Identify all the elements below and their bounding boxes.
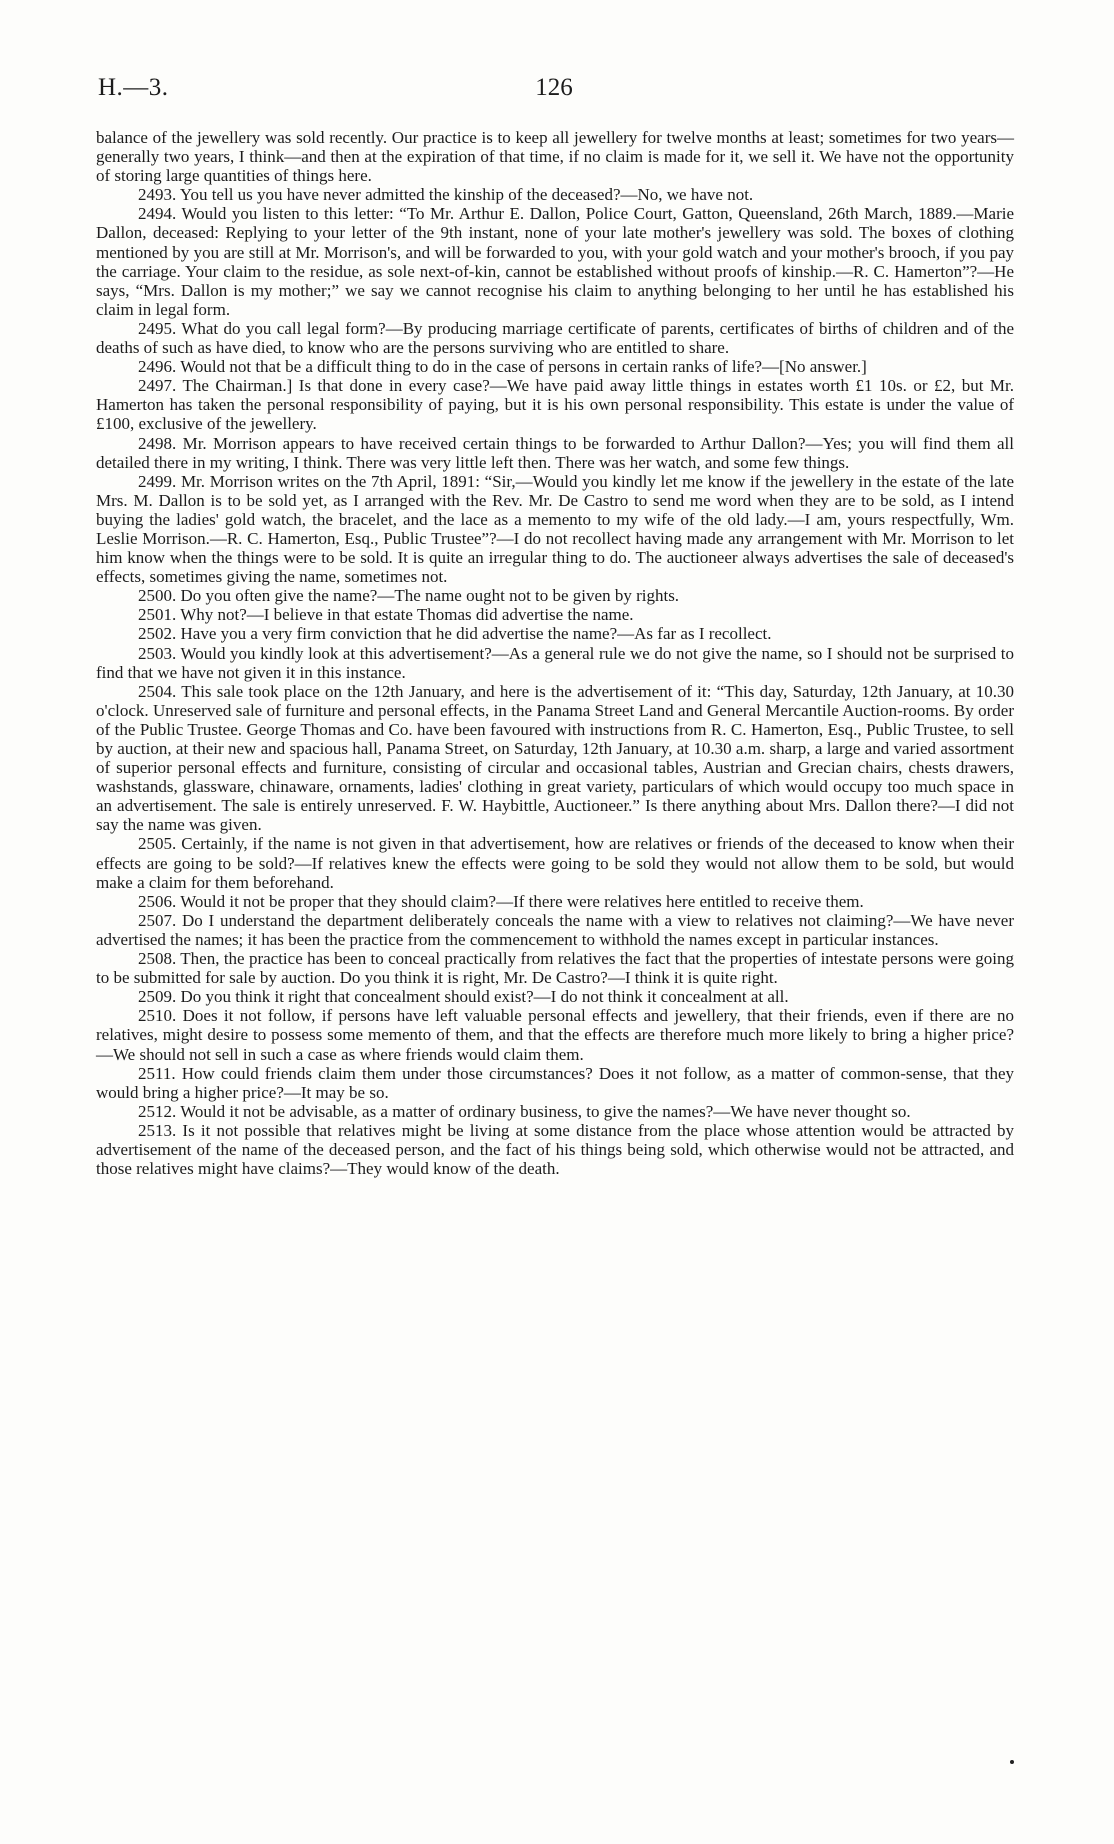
paragraph-text: Mr. Morrison appears to have received certain things to be forwarded to Arthur Dallon?—Yes; you will find them all detailed there in my writing, I think. There was very little left then. There was her watch, and some few things. xyxy=(96,433,1015,472)
paragraph-text: This sale took place on the 12th January, and here is the advertisement of it: “This day, Saturday, 12th January, at 10.30 o'clock. Unreserved sale of furniture and personal effects, in the Panama Street Land and General Mercantile Auction-rooms. By order of the Public Trustee. George Thomas and Co. have been favoured with instructions from R. C. Hamerton, Esq., Public Trustee, to sell by auction, at their new and spacious hall, Panama Street, on Saturday, 12th January, at 10.30 a.m. sharp, a large and varied assortment of superior personal effects and furniture, consisting of circular and occasional tables, Austrian and Grecian chairs, chests drawers, washstands, glassware, chinaware, ornaments, ladies' clothing in great variety, particulars of which would occupy too much space in an advertisement. The sale is entirely unreserved. F. W. Haybittle, Auctioneer.” Is there anything about Mrs. Dallon there?—I did not say the name was given. xyxy=(96,681,1014,835)
question-paragraph xyxy=(96,987,1014,1006)
paragraph-text: Do you think it right that concealment should exist?—I do not think it concealment at all. xyxy=(180,987,789,1007)
question-number: 2497. xyxy=(138,376,177,396)
question-number: 2512. xyxy=(138,1101,177,1121)
question-paragraph xyxy=(96,319,1014,357)
question-number: 2509. xyxy=(138,987,177,1007)
question-number: 2507. xyxy=(138,910,177,930)
question-paragraph xyxy=(96,376,1014,433)
question-number: 2506. xyxy=(138,891,177,911)
question-number: 2498. xyxy=(138,433,177,453)
question-number: 2508. xyxy=(138,949,177,969)
question-paragraph xyxy=(96,586,1014,605)
question-number: 2493. xyxy=(138,185,177,205)
question-paragraph xyxy=(96,1102,1014,1121)
question-paragraph xyxy=(96,624,1014,643)
question-number: 2513. xyxy=(138,1120,177,1140)
paragraph-text: Do I understand the department deliberately conceals the name with a view to relatives not claiming?—We have never advertised the names; it has been the practice from the commencement to withhold the names except in particular instances. xyxy=(96,910,1015,949)
question-paragraph xyxy=(96,892,1014,911)
question-number: 2496. xyxy=(138,357,177,377)
question-paragraph xyxy=(96,1121,1014,1178)
paragraph-text: What do you call legal form?—By producing marriage certificate of parents, certificates of births of children and of the deaths of such as have died, to know who are the persons surviving who are entitled to share. xyxy=(96,318,1014,358)
question-paragraph xyxy=(96,204,1014,319)
question-number: 2495. xyxy=(138,318,177,338)
question-number: 2504. xyxy=(138,681,177,701)
question-paragraph xyxy=(96,682,1014,835)
paragraph-text: balance of the jewellery was sold recently. Our practice is to keep all jewellery for twelve months at least; sometimes for two years—generally two years, I think—and then at the expiration of that time, if no claim is made for it, we sell it. We have not the opportunity of storing large quantities of things here. xyxy=(96,128,1014,186)
question-paragraph xyxy=(96,1064,1014,1102)
question-paragraph xyxy=(96,644,1014,682)
question-paragraph xyxy=(96,949,1014,987)
page-header xyxy=(98,74,1010,108)
question-number: 2502. xyxy=(138,624,177,644)
stray-mark xyxy=(1010,1760,1014,1764)
paragraph-text: Why not?—I believe in that estate Thomas did advertise the name. xyxy=(180,605,634,625)
paragraph-text: Would you kindly look at this advertisement?—As a general rule we do not give the name, so I should not be surprised to find that we have not given it in this instance. xyxy=(96,643,1014,682)
question-paragraph xyxy=(96,911,1014,949)
paragraph-text: Does it not follow, if persons have left valuable personal effects and jewellery, that their friends, even if there are no relatives, might desire to possess some memento of them, and that the effects are therefore much more likely to bring a higher price?—We should not sell in such a case as where friends would claim them. xyxy=(96,1006,1015,1064)
question-paragraph xyxy=(96,834,1014,891)
paragraph-text: Have you a very firm conviction that he did advertise the name?—As far as I recollect. xyxy=(180,624,772,644)
paragraph-text: Would it not be advisable, as a matter of ordinary business, to give the names?—We have never thought so. xyxy=(180,1101,911,1121)
document-reference: H.—3. xyxy=(98,74,169,101)
page-number: 126 xyxy=(535,74,573,101)
question-paragraph xyxy=(96,1006,1014,1063)
paragraph-text: Certainly, if the name is not given in that advertisement, how are relatives or friends of the deceased to know when their effects are going to be sold?—If relatives knew the effects were going to be sold they would not allow them to be sold, but would make a claim for them beforehand. xyxy=(96,834,1014,892)
question-number: 2499. xyxy=(138,471,177,491)
paragraph-text: Would it not be proper that they should claim?—If there were relatives here entitled to receive them. xyxy=(180,891,864,911)
paragraph-text: Do you often give the name?—The name ought not to be given by rights. xyxy=(180,586,680,606)
question-paragraph xyxy=(96,434,1014,472)
paragraph-text: Then, the practice has been to conceal practically from relatives the fact that the properties of intestate persons were going to be submitted for sale by auction. Do you think it is right, Mr. De Castro?—I think it is quite right. xyxy=(96,949,1014,988)
question-paragraph xyxy=(96,357,1014,376)
paragraph-text: Is it not possible that relatives might be living at some distance from the place whose attention would be attracted by advertisement of the name of the deceased person, and the fact of his things being sold, which otherwise would not be attracted, and those relatives might have claims?—They would know of the death. xyxy=(96,1120,1014,1179)
paragraph-text: Would not that be a difficult thing to do in the case of persons in certain ranks of life?—[No answer.] xyxy=(180,357,867,377)
question-number: 2500. xyxy=(138,586,177,606)
question-number: 2501. xyxy=(138,605,177,625)
question-paragraph xyxy=(96,472,1014,587)
paragraph-text: You tell us you have never admitted the kinship of the deceased?—No, we have not. xyxy=(179,185,754,205)
paragraph-text: The Chairman.] Is that done in every case?—We have paid away little things in estates worth £1 10s. or £2, but Mr. Hamerton has taken the personal responsibility of paying, but it is his own personal responsibility. This estate is under the value of £100, exclusive of the jewellery. xyxy=(96,376,1014,434)
paragraph-text: Would you listen to this letter: “To Mr. Arthur E. Dallon, Police Court, Gatton, Queensland, 26th March, 1889.—Marie Dallon, deceased: Replying to your letter of the 9th instant, none of your late mother's jewellery was sold. The boxes of clothing mentioned by you are still at Mr. Morrison's, and will be forwarded to you, with your gold watch and your mother's brooch, if you pay the carriage. Your claim to the residue, as sole next-of-kin, cannot be established without proofs of kinship.—R. C. Hamerton”?—He says, “Mrs. Dallon is my mother;” we say we cannot recognise his claim to anything belonging to her until he has established his claim in legal form. xyxy=(96,204,1014,319)
question-number: 2510. xyxy=(138,1006,177,1026)
document-body xyxy=(96,128,1014,1178)
question-paragraph xyxy=(96,605,1014,624)
question-number: 2505. xyxy=(138,834,177,854)
question-paragraph xyxy=(96,185,1014,204)
question-number: 2503. xyxy=(138,643,177,663)
question-number: 2511. xyxy=(138,1063,176,1083)
paragraph xyxy=(96,128,1014,185)
question-number: 2494. xyxy=(138,204,177,224)
paragraph-text: Mr. Morrison writes on the 7th April, 1891: “Sir,—Would you kindly let me know if the jewellery in the estate of the late Mrs. M. Dallon is to be sold yet, as I arranged with the Rev. Mr. De Castro to send me word when they are to be sold, as I intend buying the ladies' gold watch, the bracelet, and the lace as a memento to my wife of the old lady.—I am, yours respectfully, Wm. Leslie Morrison.—R. C. Hamerton, Esq., Public Trustee”?—I do not recollect having made any arrangement with Mr. Morrison to let him know when the things were to be sold. It is quite an irregular thing to do. The auctioneer always advertises the sale of deceased's effects, sometimes giving the name, sometimes not. xyxy=(96,471,1014,587)
paragraph-text: How could friends claim them under those circumstances? Does it not follow, as a matter of common-sense, that they would bring a higher price?—It may be so. xyxy=(96,1063,1014,1102)
